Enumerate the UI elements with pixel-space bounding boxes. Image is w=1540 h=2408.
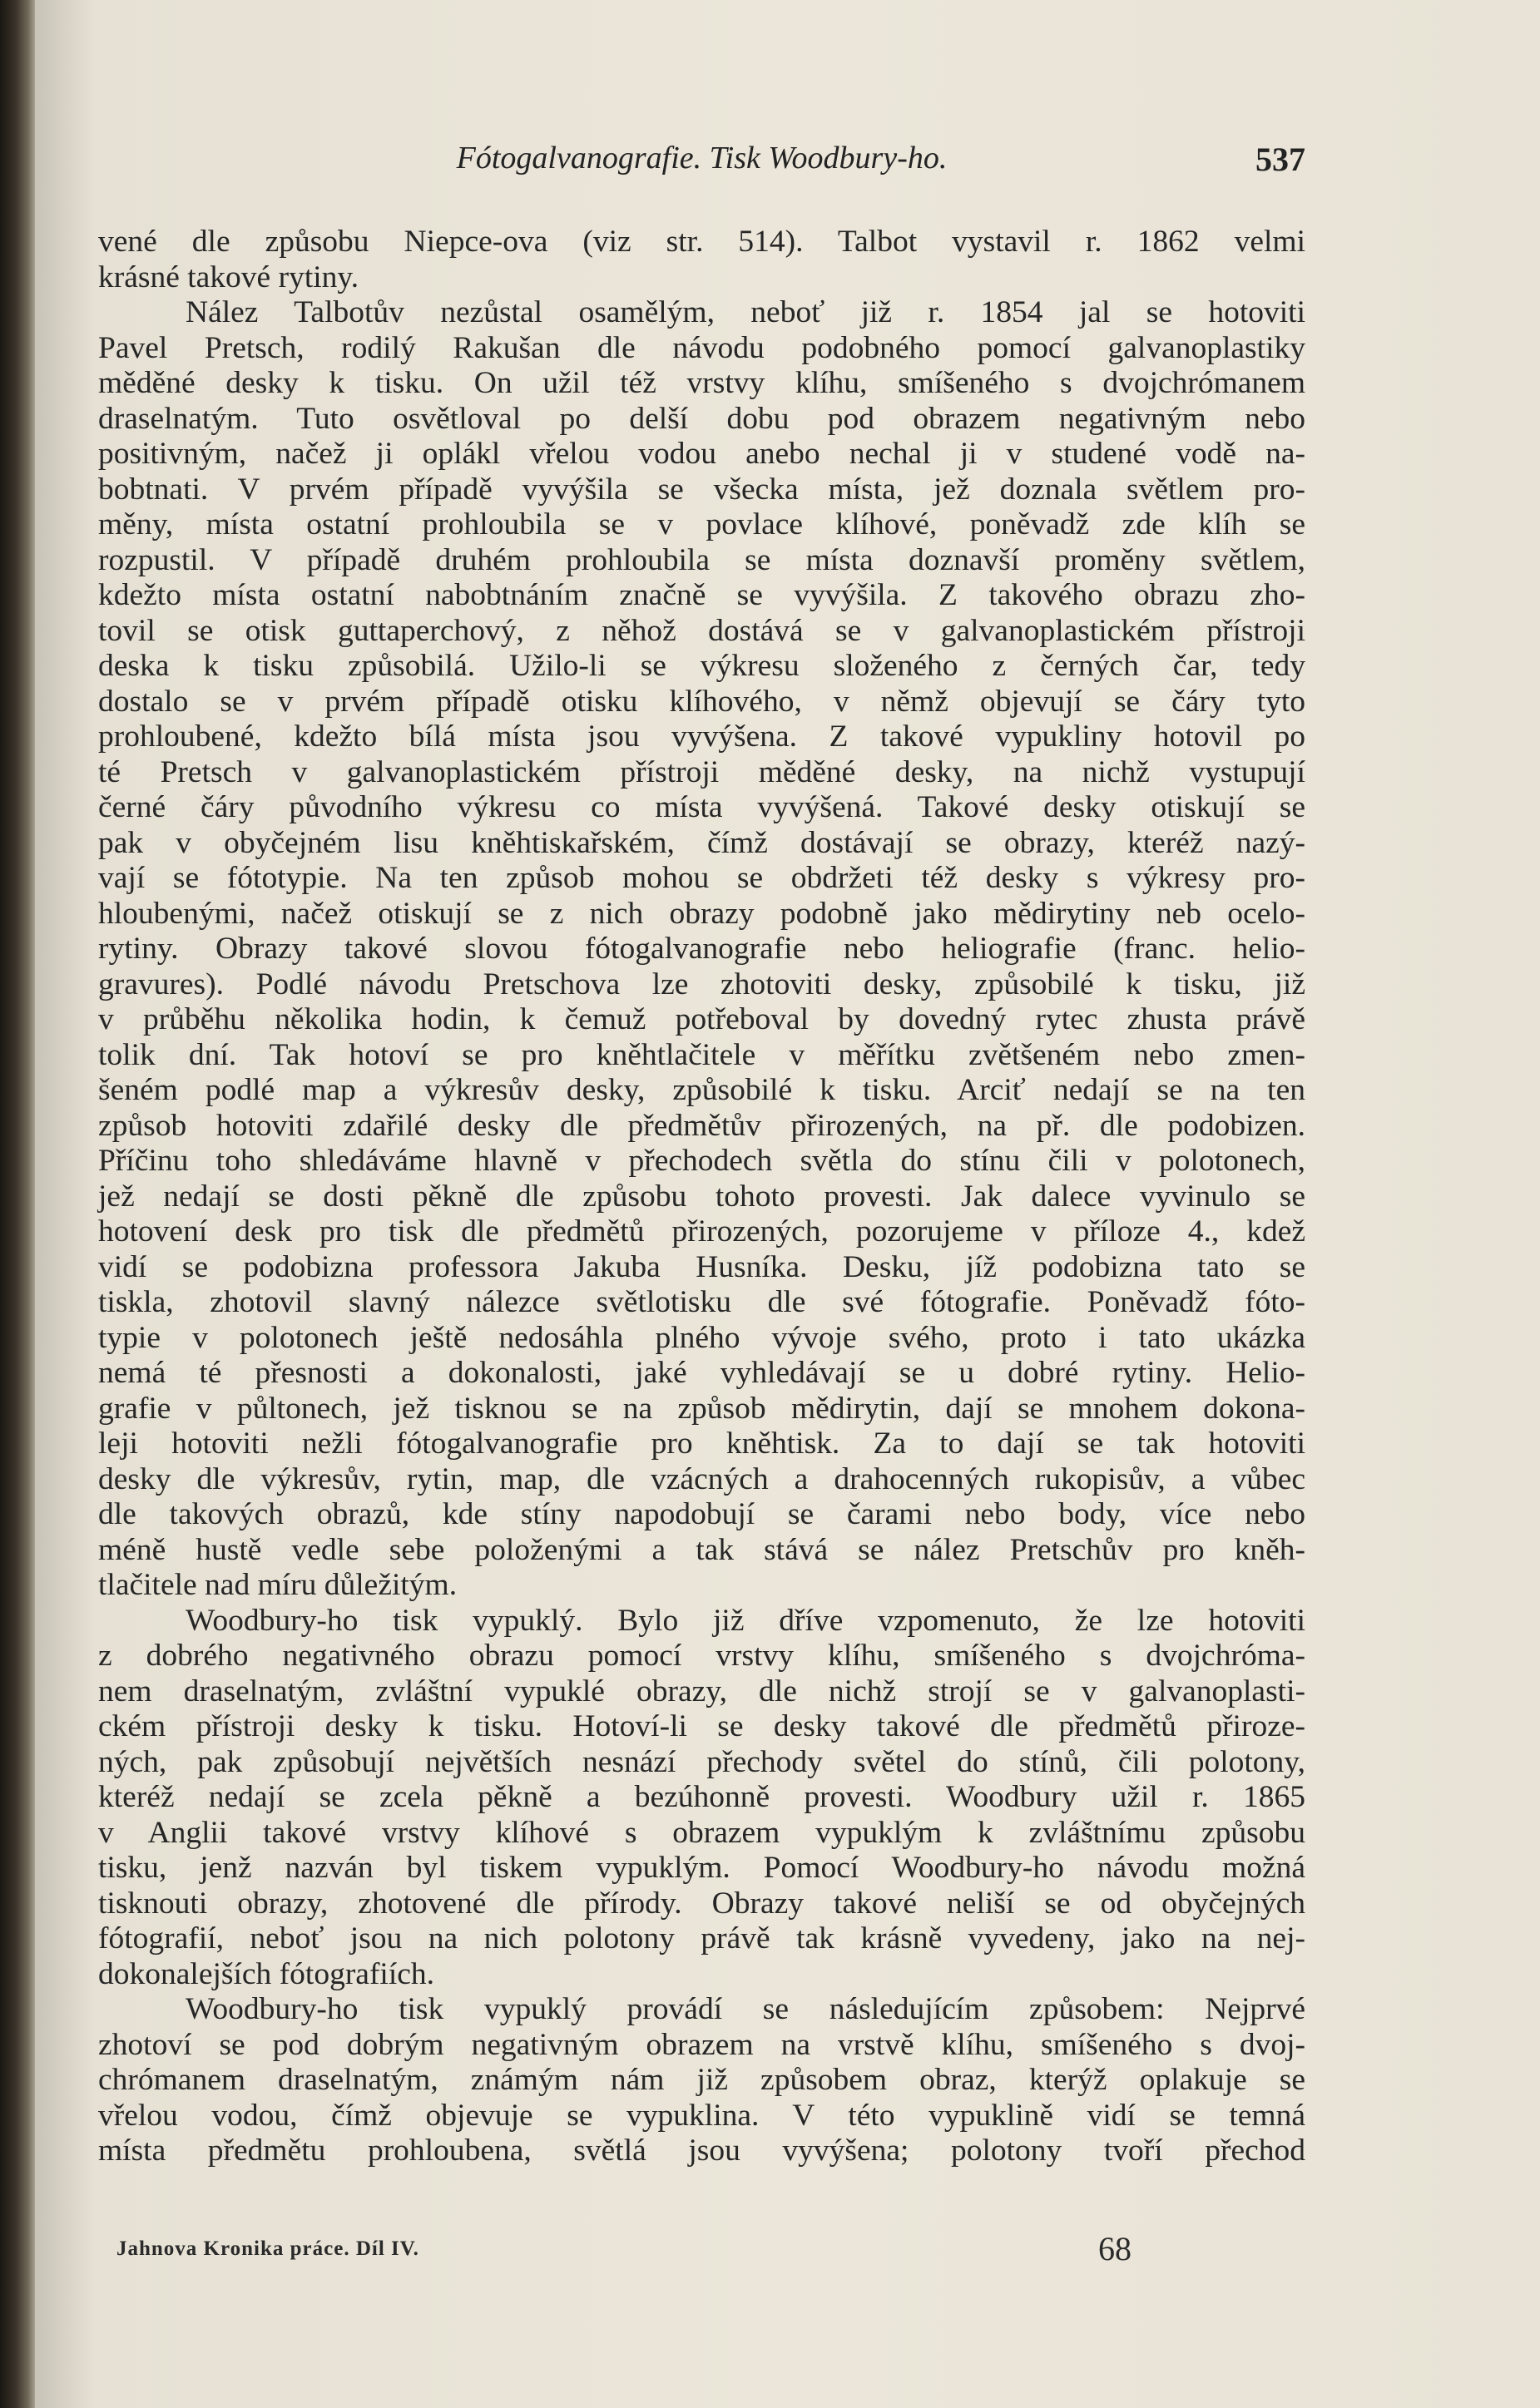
text-line: šeném podlé map a výkresův desky, způsobilé k tisku. Arciť nedají se na ten: [98, 1073, 1305, 1107]
text-line: Pavel Pretsch, rodilý Rakušan dle návodu podobného pomocí galvanoplastiky: [98, 330, 1305, 365]
text-line: rytiny. Obrazy takové slovou fótogalvanografie nebo heliografie (franc. helio-: [98, 932, 1305, 966]
page-header: [98, 140, 1305, 195]
text-line: místa předmětu prohloubena, světlá jsou vyvýšena; polotony tvoří přechod: [98, 2134, 1305, 2168]
text-line: méně hustě vedle sebe položenými a tak stává se nález Pretschův pro kněh-: [98, 1532, 1305, 1567]
text-line: Nález Talbotův nezůstal osamělým, neboť již r. 1854 jal se hotoviti: [186, 295, 1305, 329]
text-line: desky dle výkresův, rytin, map, dle vzácných a drahocenných rukopisův, a vůbec: [98, 1461, 1305, 1496]
text-line: zhotoví se pod dobrým negativným obrazem na vrstvě klíhu, smíšeného s dvoj-: [98, 2027, 1305, 2062]
text-line: v Anglii takové vrstvy klíhové s obrazem vypuklým k zvláštnímu způsobu: [98, 1815, 1305, 1850]
page-number: 537: [1255, 141, 1305, 178]
text-line: v průběhu několika hodin, k čemuž potřeboval by dovedný rytec zhusta právě: [98, 1002, 1305, 1036]
text-line: nem draselnatým, zvláštní vypuklé obrazy, dle nichž strojí se v galvanoplasti-: [98, 1674, 1305, 1708]
text-line: Příčinu toho shledáváme hlavně v přechodech světla do stínu čili v polotonech,: [98, 1144, 1305, 1178]
text-line: tiskla, zhotovil slavný nálezce světlotisku dle své fótografie. Poněvadž fóto-: [98, 1285, 1305, 1319]
text-line: vřelou vodou, čímž objevuje se vypuklina. V této vypuklině vidí se temná: [98, 2098, 1305, 2133]
page-footer: [116, 2229, 1198, 2276]
text-line: z dobrého negativného obrazu pomocí vrstvy klíhu, smíšeného s dvojchróma-: [98, 1639, 1305, 1673]
text-line: vidí se podobizna professora Jakuba Husníka. Desku, jíž podobizna tato se: [98, 1249, 1305, 1284]
text-line: gravures). Podlé návodu Pretschova lze zhotoviti desky, způsobilé k tisku, již: [98, 967, 1305, 1001]
text-line: jež nedají se dosti pěkně dle způsobu tohoto provesti. Jak dalece vyvinulo se: [98, 1179, 1305, 1214]
text-line: vené dle způsobu Niepce-ova (viz str. 514). Talbot vystavil r. 1862 velmi: [98, 225, 1305, 259]
text-line: té Pretsch v galvanoplastickém přístroji měděné desky, na nichž vystupují: [98, 754, 1305, 789]
body-text: [98, 225, 1305, 2169]
text-line: grafie v půltonech, jež tisknou se na způsob mědirytin, dají se mnohem dokona-: [98, 1391, 1305, 1426]
printer-signature: Jahnova Kronika práce. Díl IV.: [116, 2237, 419, 2260]
text-line: leji hotoviti nežli fótogalvanografie pro kněhtisk. Za to dají se tak hotoviti: [98, 1427, 1305, 1461]
text-line: Woodbury-ho tisk vypuklý provádí se následujícím způsobem: Nejprvé: [186, 1992, 1305, 2026]
text-line: chrómanem draselnatým, známým nám již způsobem obraz, kterýž oplakuje se: [98, 2063, 1305, 2097]
text-line: deska k tisku způsobilá. Užilo-li se výkresu složeného z černých čar, tedy: [98, 649, 1305, 683]
text-line: tisku, jenž nazván byl tiskem vypuklým. Pomocí Woodbury-ho návodu možná: [98, 1851, 1305, 1885]
text-line: nemá té přesnosti a dokonalosti, jaké vyhledávají se u dobré rytiny. Helio-: [98, 1356, 1305, 1390]
text-line: positivným, načež ji oplákl vřelou vodou anebo nechal ji v studené vodě na-: [98, 437, 1305, 471]
text-line: měny, místa ostatní prohloubila se v povlace klíhové, poněvadž zde klíh se: [98, 507, 1305, 541]
text-line: hloubenými, načež otiskují se z nich obrazy podobně jako mědirytiny neb ocelo-: [98, 896, 1305, 931]
text-line: typie v polotonech ještě nedosáhla plného vývoje svého, proto i tato ukázka: [98, 1320, 1305, 1355]
text-line: kteréž nedají se zcela pěkně a bezúhonně provesti. Woodbury užil r. 1865: [98, 1780, 1305, 1814]
text-line: krásné takové rytiny.: [98, 260, 359, 294]
text-line: dokonalejších fótografiích.: [98, 1956, 435, 1991]
running-head: Fótogalvanografie. Tisk Woodbury-ho.: [456, 141, 948, 176]
text-line: vají se fótotypie. Na ten způsob mohou se obdržeti též desky s výkresy pro-: [98, 861, 1305, 895]
text-line: bobtnati. V prvém případě vyvýšila se všecka místa, jež doznala světlem pro-: [98, 472, 1305, 507]
text-line: dostalo se v prvém případě otisku klíhového, v němž objevují se čáry tyto: [98, 684, 1305, 719]
text-line: draselnatým. Tuto osvětloval po delší dobu pod obrazem negativným nebo: [98, 401, 1305, 436]
text-line: tolik dní. Tak hotoví se pro kněhtlačitele v měřítku zvětšeném nebo zmen-: [98, 1037, 1305, 1072]
text-line: tisknouti obrazy, zhotovené dle přírody. Obrazy takové neliší se od obyčejných: [98, 1886, 1305, 1921]
text-line: způsob hotoviti zdařilé desky dle předmětův přirozených, na př. dle podobizen.: [98, 1108, 1305, 1143]
text-line: tovil se otisk guttaperchový, z něhož dostává se v galvanoplastickém přístroji: [98, 613, 1305, 648]
text-line: hotovení desk pro tisk dle předmětů přirozených, pozorujeme v příloze 4., kdež: [98, 1214, 1305, 1249]
text-line: pak v obyčejném lisu kněhtiskařském, čímž dostávají se obrazy, kteréž nazý-: [98, 825, 1305, 860]
text-line: ných, pak způsobují největších nesnází přechody světel do stínů, čili polotony,: [98, 1744, 1305, 1779]
sheet-number: 68: [1098, 2230, 1131, 2267]
text-line: dle takových obrazů, kde stíny napodobují se čarami nebo body, více nebo: [98, 1497, 1305, 1531]
text-line: ckém přístroji desky k tisku. Hotoví-li se desky takové dle předmětů přiroze-: [98, 1709, 1305, 1743]
text-line: měděné desky k tisku. On užil též vrstvy klíhu, smíšeného s dvojchrómanem: [98, 366, 1305, 400]
text-line: rozpustil. V případě druhém prohloubila se místa doznavší proměny světlem,: [98, 542, 1305, 577]
text-line: Woodbury-ho tisk vypuklý. Bylo již dříve vzpomenuto, že lze hotoviti: [186, 1603, 1305, 1638]
book-binding-shadow: [0, 0, 35, 2408]
text-line: fótografií, neboť jsou na nich polotony právě tak krásně vyvedeny, jako na nej-: [98, 1921, 1305, 1956]
text-line: prohloubené, kdežto bílá místa jsou vyvýšena. Z takové vypukliny hotovil po: [98, 719, 1305, 754]
text-line: tlačitele nad míru důležitým.: [98, 1568, 458, 1602]
text-line: kdežto místa ostatní nabobtnáním značně se vyvýšila. Z takového obrazu zho-: [98, 578, 1305, 612]
text-line: černé čáry původního výkresu co místa vyvýšená. Takové desky otiskují se: [98, 790, 1305, 824]
